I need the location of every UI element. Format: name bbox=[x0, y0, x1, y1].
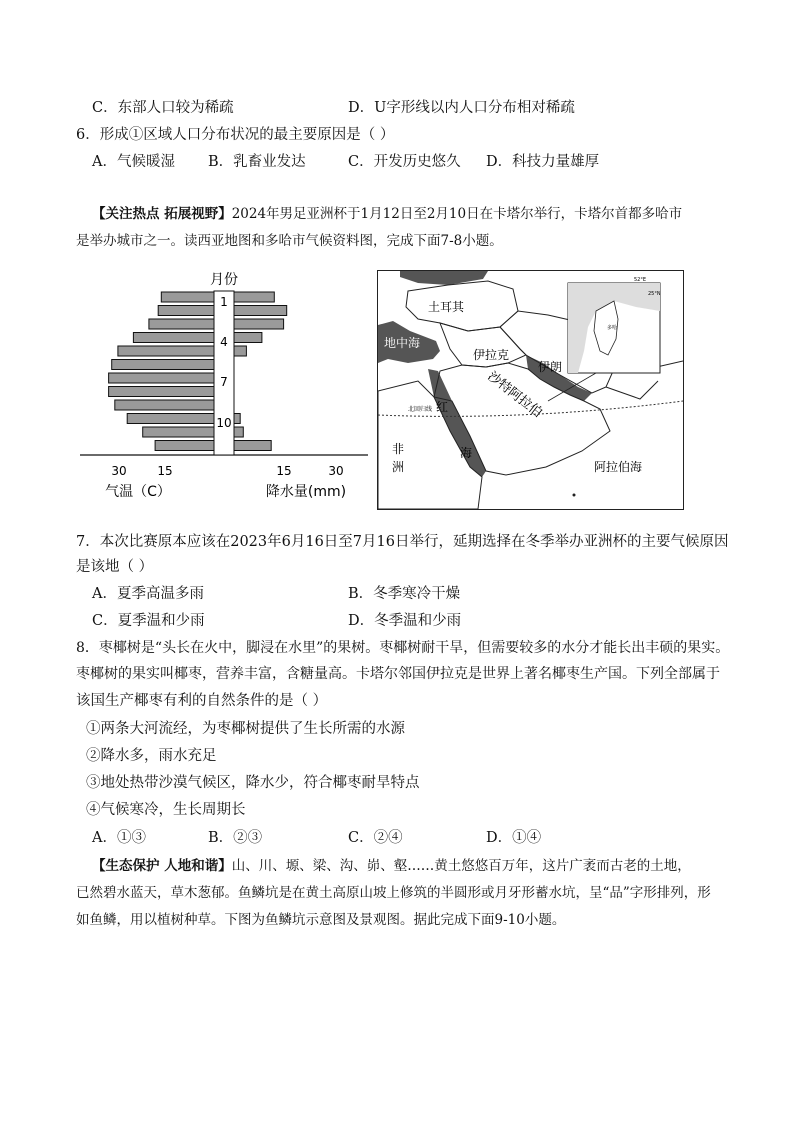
precip-bar-month-2 bbox=[234, 306, 287, 316]
q8-statement-4: ④气候寒冷，生长周期长 bbox=[86, 802, 246, 818]
q7-option-d: D．冬季温和少雨 bbox=[348, 613, 462, 629]
temp-bar-month-11 bbox=[143, 427, 214, 437]
month-axis-box bbox=[214, 291, 234, 455]
label-iraq: 伊拉克 bbox=[473, 348, 510, 362]
q8-line1: 8．枣椰树是“头长在火中，脚浸在水里”的果树。枣椰树耐干旱，但需要较多的水分才能长出丰硕的果实。 bbox=[76, 640, 730, 656]
q7-option-a: A．夏季高温多雨 bbox=[92, 586, 204, 602]
temp-bar-month-3 bbox=[149, 319, 214, 329]
label-red-sea-2: 海 bbox=[460, 446, 473, 460]
doha-label: 多哈 bbox=[607, 325, 618, 331]
black-sea bbox=[400, 271, 488, 285]
tropic-label: 北回归线 bbox=[408, 406, 433, 413]
q8-option-b: B．②③ bbox=[208, 830, 263, 846]
precip-bar-month-11 bbox=[234, 427, 243, 437]
q8-statement-1: ①两条大河流经，为枣椰树提供了生长所需的水源 bbox=[86, 721, 405, 737]
eco-tag: 【生态保护 人地和谐】 bbox=[92, 858, 232, 874]
q6-option-b: B．乳畜业发达 bbox=[208, 154, 306, 170]
label-turkey: 土耳其 bbox=[428, 300, 465, 314]
q8-option-a: A．①③ bbox=[92, 830, 146, 846]
temp-bar-month-12 bbox=[155, 441, 214, 451]
month-axis-label: 月份 bbox=[210, 272, 238, 288]
q8-option-c: C．②④ bbox=[348, 830, 403, 846]
temp-bar-month-6 bbox=[112, 360, 214, 370]
month-tick-10: 10 bbox=[216, 416, 232, 430]
precip-tick-30: 30 bbox=[328, 464, 344, 478]
temp-bar-month-7 bbox=[109, 373, 214, 383]
inset-lon-label: 52°E bbox=[634, 277, 647, 283]
hotspot-line2: 是举办城市之一。读西亚地图和多哈市气候资料图，完成下面7-8小题。 bbox=[76, 233, 503, 249]
label-africa-1: 非 bbox=[392, 442, 405, 456]
eco-line3: 如鱼鳞，用以植树种草。下图为鱼鳞坑示意图及景观图。据此完成下面9-10小题。 bbox=[76, 912, 566, 928]
temp-tick-15: 15 bbox=[157, 464, 173, 478]
month-tick-4: 4 bbox=[220, 335, 228, 349]
q8-option-d: D．①④ bbox=[486, 830, 542, 846]
hotspot-tag: 【关注热点 拓展视野】 bbox=[92, 206, 232, 222]
q7-option-b: B．冬季寒冷干燥 bbox=[348, 586, 461, 602]
temp-bar-month-1 bbox=[161, 292, 214, 302]
q7-option-c: C．夏季温和少雨 bbox=[92, 613, 205, 629]
hotspot-line1: 2024年男足亚洲杯于1月12日至2月10日在卡塔尔举行，卡塔尔首都多哈市 bbox=[231, 206, 683, 222]
temp-bar-month-4 bbox=[133, 333, 214, 343]
label-saudi: 沙特阿拉伯 bbox=[484, 368, 545, 421]
q8-line2: 枣椰树的果实叫椰枣，营养丰富，含糖量高。卡塔尔邻国伊拉克是世界上著名椰枣生产国。下列全部属于 bbox=[76, 666, 720, 682]
q5-option-c: C．东部人口较为稀疏 bbox=[92, 100, 234, 116]
west-asia-map bbox=[377, 270, 684, 510]
precip-bar-month-12 bbox=[234, 441, 271, 451]
precip-bar-month-4 bbox=[234, 333, 262, 343]
temp-bar-month-9 bbox=[115, 400, 214, 410]
precip-bar-month-5 bbox=[234, 346, 246, 356]
label-red-sea-1: 红 bbox=[436, 400, 449, 414]
q6-option-d: D．科技力量雄厚 bbox=[486, 154, 600, 170]
island bbox=[573, 494, 576, 497]
temp-bar-month-10 bbox=[127, 414, 214, 424]
temp-tick-30: 30 bbox=[111, 464, 127, 478]
q6-stem: 6．形成①区域人口分布状况的最主要原因是（ ） bbox=[76, 127, 395, 143]
label-mediterranean: 地中海 bbox=[384, 336, 421, 350]
inset-lat-label: 25°N bbox=[648, 291, 661, 297]
label-iran: 伊朗 bbox=[538, 360, 563, 374]
temp-axis-label: 气温（C） bbox=[105, 484, 171, 500]
precip-bar-month-10 bbox=[234, 414, 240, 424]
precip-bar-month-3 bbox=[234, 319, 284, 329]
month-tick-7: 7 bbox=[220, 375, 228, 389]
climate-chart bbox=[76, 264, 372, 504]
eco-line1: 山、川、塬、梁、沟、峁、壑……黄土悠悠百万年，这片广袤而古老的土地， bbox=[231, 858, 691, 874]
temp-bar-month-2 bbox=[158, 306, 214, 316]
temp-bar-month-8 bbox=[109, 387, 214, 397]
eco-paragraph bbox=[92, 856, 691, 876]
label-africa-2: 洲 bbox=[392, 460, 405, 474]
precip-axis-label: 降水量(mm) bbox=[265, 484, 347, 500]
q6-option-a: A．气候暖湿 bbox=[92, 154, 175, 170]
q5-option-d: D．U字形线以内人口分布相对稀疏 bbox=[348, 100, 575, 116]
q8-statement-3: ③地处热带沙漠气候区，降水少，符合椰枣耐旱特点 bbox=[86, 775, 420, 791]
month-tick-1: 1 bbox=[220, 295, 228, 309]
q7-line1: 7．本次比赛原本应该在2023年6月16日至7月16日举行，延期选择在冬季举办亚洲杯的主要气候原因 bbox=[76, 534, 729, 550]
q8-line3: 该国生产椰枣有利的自然条件的是（ ） bbox=[76, 693, 328, 709]
temp-bar-month-5 bbox=[118, 346, 214, 356]
q7-line2: 是该地（ ） bbox=[76, 559, 154, 575]
label-arabian-sea: 阿拉伯海 bbox=[594, 460, 643, 474]
q6-option-c: C．开发历史悠久 bbox=[348, 154, 461, 170]
eco-line2: 已然碧水蓝天，草木葱郁。鱼鳞坑是在黄土高原山坡上修筑的半圆形或月牙形蓄水坑，呈“品”字形排列，形 bbox=[76, 885, 711, 901]
hotspot-paragraph bbox=[92, 204, 682, 224]
precip-tick-15: 15 bbox=[276, 464, 292, 478]
precip-bar-month-1 bbox=[234, 292, 274, 302]
q8-statement-2: ②降水多，雨水充足 bbox=[86, 748, 217, 764]
